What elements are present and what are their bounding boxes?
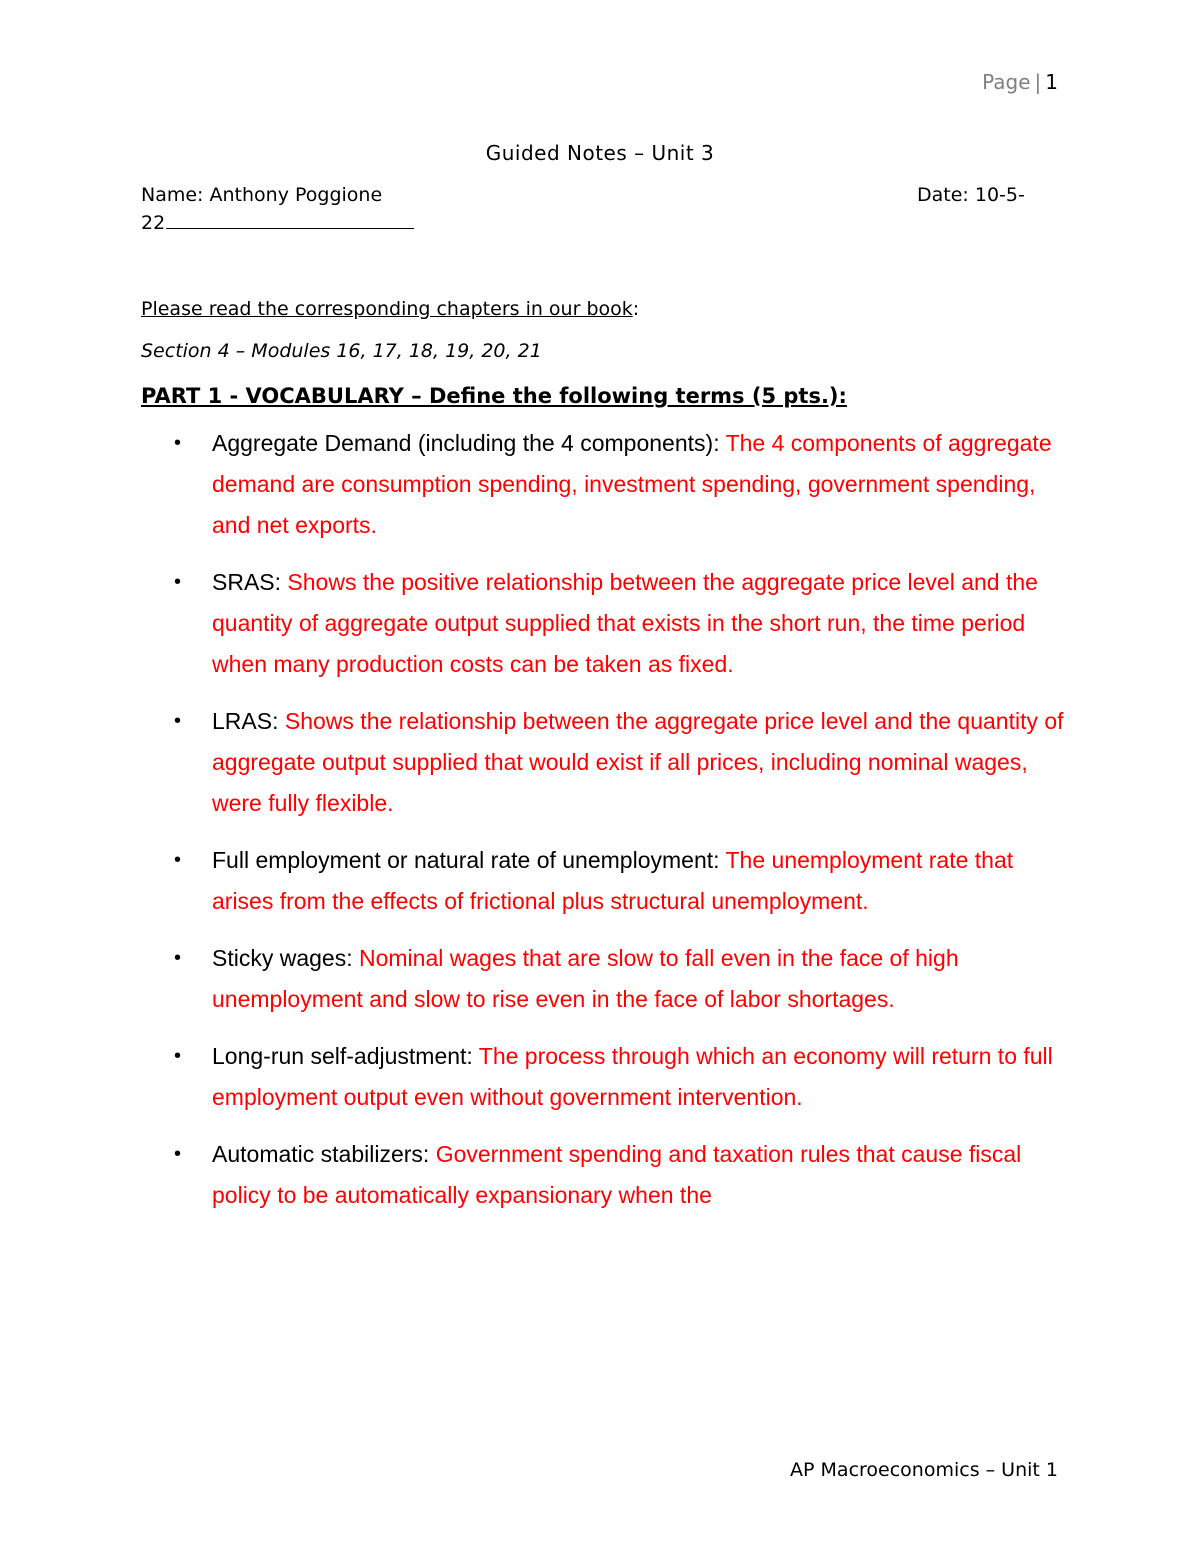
reading-instruction-colon: : [632,298,640,320]
page-header [982,70,1058,94]
vocab-item [141,562,1066,685]
bullet-icon: • [174,432,182,454]
page-label: Page [982,70,1031,94]
page-footer: AP Macroeconomics – Unit 1 [790,1459,1058,1481]
vocab-term: Sticky wages: [212,945,359,971]
vocab-definition: The 4 components of aggregate demand are consumption spending, investment spending, government spending, and net exports. [212,430,1052,538]
vocab-definition: Shows the positive relationship between the aggregate price level and the quantity of aggregate output supplied that exists in the short run, the time period when many production costs can be taken as fixed. [212,569,1038,677]
vocab-definition: The process through which an economy will return to full employment output even without government intervention. [212,1043,1053,1110]
page-number: 1 [1045,70,1058,94]
reading-instruction [141,298,639,320]
vocab-term: Automatic stabilizers: [212,1141,436,1167]
date-continuation-text: 22 [141,212,166,234]
page-separator: | [1034,70,1042,94]
vocabulary-list [141,423,1066,1232]
vocab-term: Long-run self-adjustment: [212,1043,479,1069]
vocab-term: SRAS: [212,569,288,595]
student-name: Name: Anthony Poggione [141,184,383,206]
bullet-icon: • [174,849,182,871]
document-title: Guided Notes – Unit 3 [485,141,715,165]
bullet-icon: • [174,947,182,969]
vocab-item [141,701,1066,824]
date-blank-line [166,227,414,229]
reading-instruction-text: Please read the corresponding chapters in our book [141,298,633,320]
bullet-icon: • [174,571,182,593]
vocab-item [141,938,1066,1020]
bullet-icon: • [174,1045,182,1067]
vocab-definition: Shows the relationship between the aggregate price level and the quantity of aggregate output supplied that would exist if all prices, including nominal wages, were fully flexible. [212,708,1064,816]
section-modules: Section 4 – Modules 16, 17, 18, 19, 20, 21 [141,340,542,362]
vocab-term: Aggregate Demand (including the 4 components): [212,430,726,456]
vocab-term: LRAS: [212,708,285,734]
part1-heading: PART 1 - VOCABULARY – Define the following terms (5 pts.): [141,384,847,408]
vocab-term: Full employment or natural rate of unemployment: [212,847,726,873]
vocab-item [141,423,1066,546]
date-continuation [141,212,414,234]
date-label: Date: 10-5- [917,184,1025,206]
vocab-definition: The unemployment rate that arises from the effects of frictional plus structural unemployment. [212,847,1014,914]
vocab-item [141,1134,1066,1216]
vocab-item [141,840,1066,922]
vocab-definition: Nominal wages that are slow to fall even in the face of high unemployment and slow to rise even in the face of labor shortages. [212,945,959,1012]
vocab-item [141,1036,1066,1118]
bullet-icon: • [174,1143,182,1165]
bullet-icon: • [174,710,182,732]
vocab-definition: Government spending and taxation rules that cause fiscal policy to be automatically expansionary when the [212,1141,1022,1208]
